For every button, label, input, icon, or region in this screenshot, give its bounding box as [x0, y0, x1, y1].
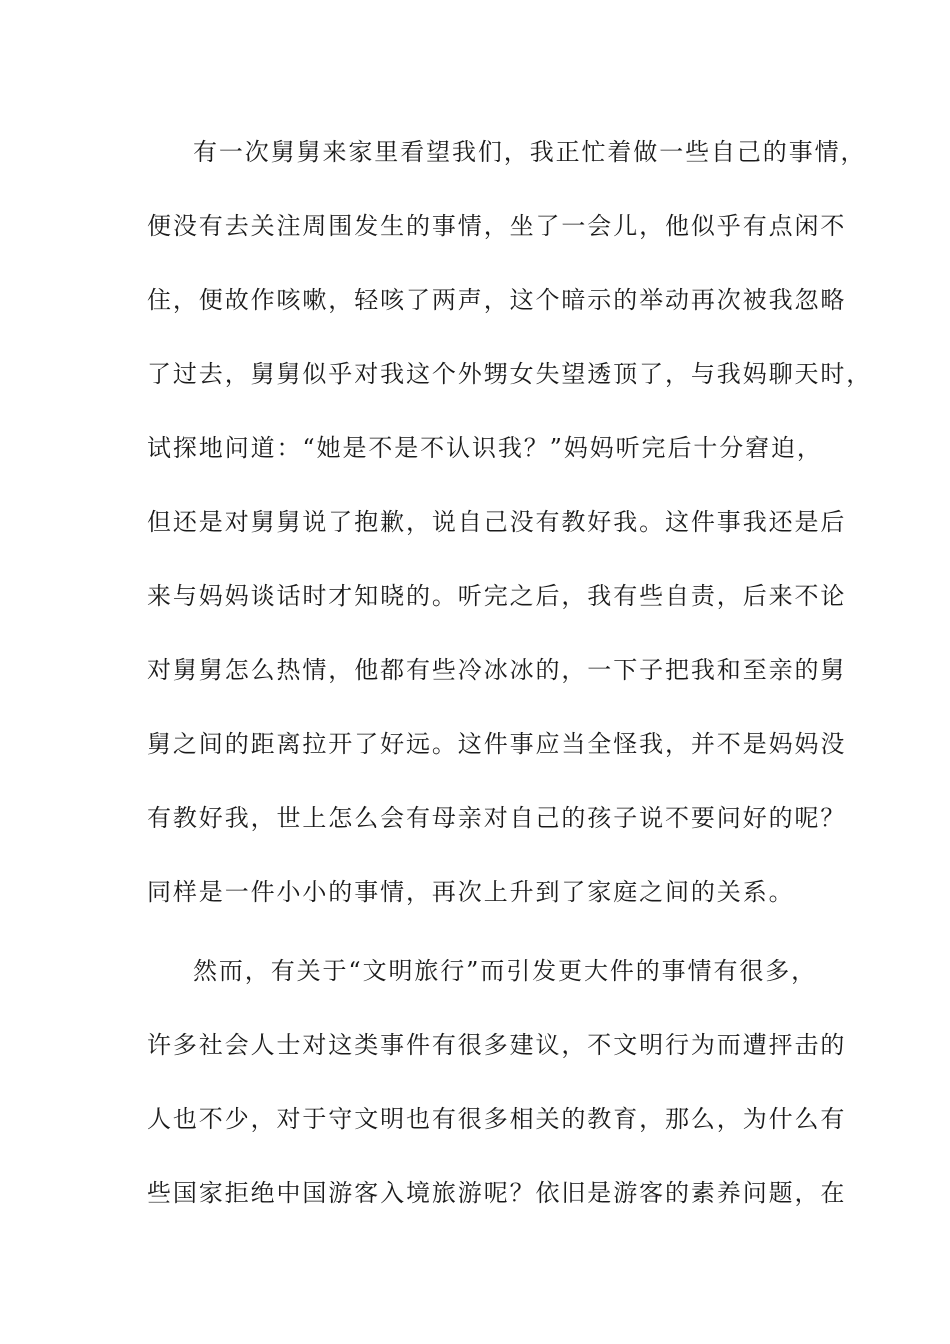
paragraph-1-line-1: 有一次舅舅来家里看望我们，我正忙着做一些自己的事情， — [193, 138, 867, 166]
paragraph-1-line-9: 舅之间的距离拉开了好远。这件事应当全怪我，并不是妈妈没 — [147, 730, 847, 758]
paragraph-1-line-6: 但还是对舅舅说了抱歉，说自己没有教好我。这件事我还是后 — [147, 508, 847, 536]
paragraph-1-line-4: 了过去，舅舅似乎对我这个外甥女失望透顶了，与我妈聊天时， — [147, 360, 873, 388]
paragraph-2-line-3: 人也不少，对于守文明也有很多相关的教育，那么，为什么有 — [147, 1105, 847, 1133]
paragraph-1-line-10: 有教好我，世上怎么会有母亲对自己的孩子说不要问好的呢？ — [147, 804, 847, 832]
paragraph-1-line-3: 住，便故作咳嗽，轻咳了两声，这个暗示的举动再次被我忽略 — [147, 286, 847, 314]
paragraph-1-line-7: 来与妈妈谈话时才知晓的。听完之后，我有些自责，后来不论 — [147, 582, 847, 610]
paragraph-1-line-11: 同样是一件小小的事情，再次上升到了家庭之间的关系。 — [147, 878, 795, 906]
paragraph-1-line-8: 对舅舅怎么热情，他都有些冷冰冰的，一下子把我和至亲的舅 — [147, 656, 847, 684]
paragraph-1-line-5: 试探地问道：“她是不是不认识我？”妈妈听完后十分窘迫， — [147, 434, 823, 462]
paragraph-2-line-1: 然而，有关于“文明旅行”而引发更大件的事情有很多， — [193, 957, 818, 985]
paragraph-2-line-2: 许多社会人士对这类事件有很多建议，不文明行为而遭抨击的 — [147, 1031, 847, 1059]
paragraph-1-line-2: 便没有去关注周围发生的事情，坐了一会儿，他似乎有点闲不 — [147, 212, 847, 240]
paragraph-2-line-4: 些国家拒绝中国游客入境旅游呢？依旧是游客的素养问题，在 — [147, 1179, 847, 1207]
